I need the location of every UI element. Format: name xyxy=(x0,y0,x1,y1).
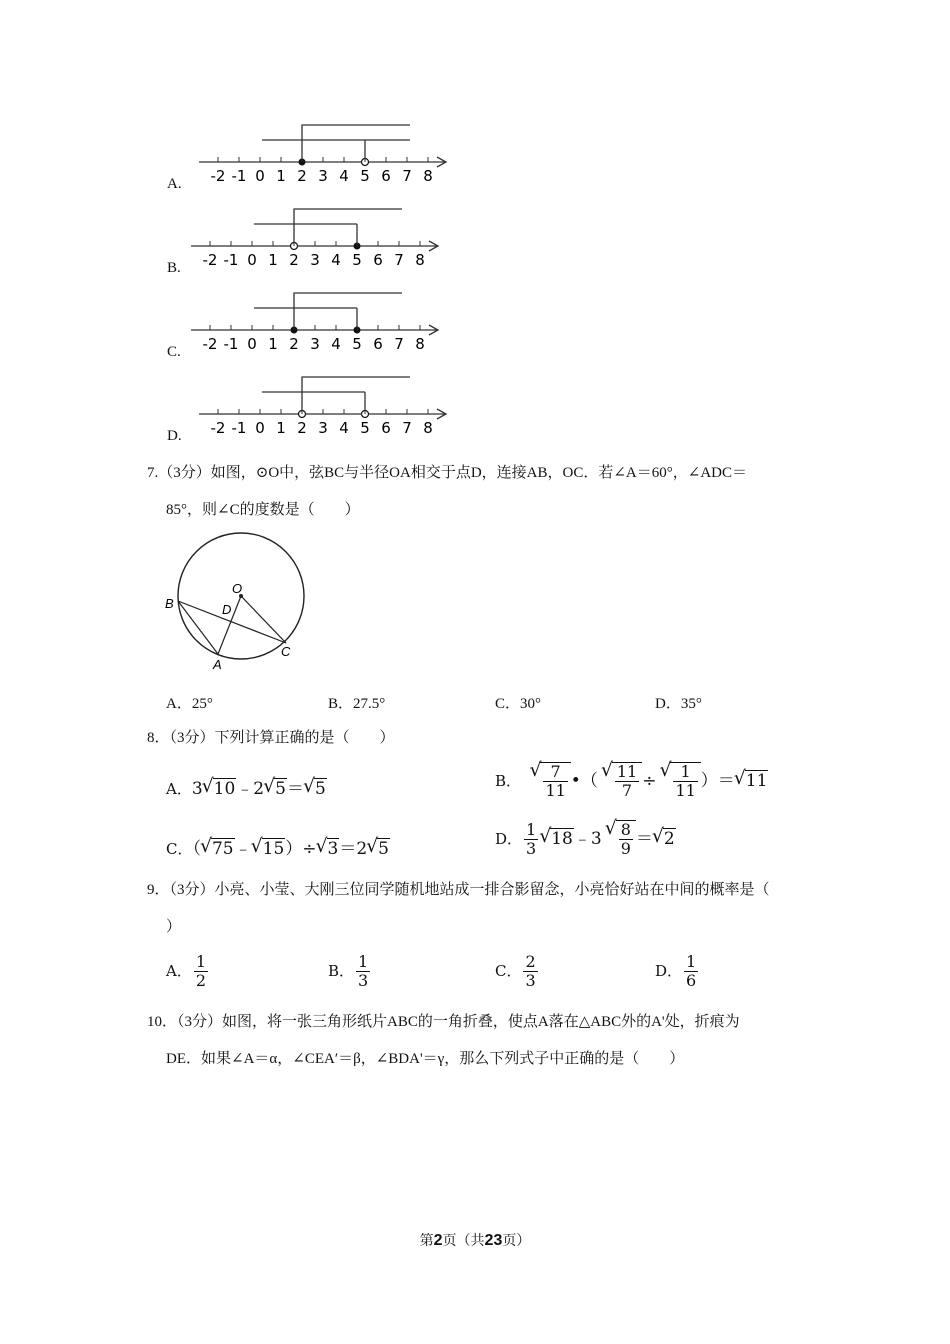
tick-label: 5 xyxy=(360,167,370,185)
q10-line-1: 10．（3分）如图，将一张三角形纸片ABC的一角折叠，使点A落在△ABC外的A'处，折痕为 xyxy=(147,1014,740,1030)
page-total: 23 xyxy=(484,1232,503,1249)
q9-option-c: C． $\frac{2}{3}$ xyxy=(495,952,536,990)
tick-label: -2 xyxy=(202,335,218,353)
q9-option-d: D． $\frac{1}{6}$ xyxy=(655,952,697,990)
tick-label: 4 xyxy=(331,251,341,269)
tick-label: 3 xyxy=(310,251,320,269)
q8-option-a: A．3√ 10﹣2√ 5＝√ 5 xyxy=(166,774,327,799)
q7-option-b: B．27.5° xyxy=(328,696,386,712)
number-line-a xyxy=(195,118,455,188)
q8-option-c: C．（√ 75﹣√ 15）÷√ 3＝2√ 5 xyxy=(166,834,390,859)
tick-label: -2 xyxy=(210,419,226,437)
q7-option-d: D．35° xyxy=(655,696,702,712)
tick-label: 2 xyxy=(297,167,307,185)
tick-label: 4 xyxy=(331,335,341,353)
label-a: A xyxy=(213,657,222,672)
tick-label: 8 xyxy=(423,167,433,185)
tick-label: -1 xyxy=(223,335,239,353)
q7-line-1 xyxy=(147,463,747,483)
tick-label: 1 xyxy=(268,251,278,269)
question-number: 7. xyxy=(147,465,159,481)
tick-label: -1 xyxy=(231,167,247,185)
tick-label: 6 xyxy=(381,419,391,437)
tick-label: 6 xyxy=(373,251,383,269)
q8-stem-line: 8．（3分）下列计算正确的是（ ） xyxy=(147,730,395,746)
tick-label: 5 xyxy=(352,335,362,353)
option-label: B. xyxy=(167,260,181,276)
tick-label: 2 xyxy=(297,419,307,437)
tick-label: 3 xyxy=(310,335,320,353)
tick-label: 8 xyxy=(423,419,433,437)
page-number: 2 xyxy=(433,1232,443,1249)
label-c: C xyxy=(281,644,291,659)
number-line-c xyxy=(187,286,447,356)
q8-option-d: D． $\frac{1}{3}$ √ 18﹣3 √ $\frac{8}{9}$ ＝√ 2 xyxy=(495,820,676,858)
q8-option-b: B． √ $\frac{7}{11}$ •（ √ $\frac{11}{7}$ ÷ √ $\frac{1}{11}$ ）＝√ 11 xyxy=(495,762,768,800)
tick-label: 0 xyxy=(255,167,265,185)
tick-label: 8 xyxy=(415,335,425,353)
tick-label: -2 xyxy=(202,251,218,269)
tick-label: 2 xyxy=(289,251,299,269)
question-score: （3分） xyxy=(158,465,211,481)
tick-label: 7 xyxy=(402,419,412,437)
tick-label: 4 xyxy=(339,419,349,437)
tick-label: 8 xyxy=(415,251,425,269)
tick-label: 1 xyxy=(276,167,286,185)
tick-label: -1 xyxy=(223,251,239,269)
circle-figure xyxy=(160,525,320,675)
tick-label: 4 xyxy=(339,167,349,185)
option-label: D. xyxy=(167,428,182,444)
tick-label: 0 xyxy=(247,335,257,353)
q10-line-2: DE．如果∠A＝α，∠CEA′＝β，∠BDA'＝γ，那么下列式子中正确的是（ ） xyxy=(166,1051,685,1067)
q9-stem-line: 9．（3分）小亮、小莹、大刚三位同学随机地站成一排合影留念，小亮恰好站在中间的概率是（ xyxy=(147,882,770,898)
tick-label: 0 xyxy=(255,419,265,437)
q7-line-2: 85°，则∠C的度数是（ ） xyxy=(166,502,360,518)
page-footer: 第2页（共23页） xyxy=(419,1232,531,1249)
q9-option-b: B． $\frac{1}{3}$ xyxy=(328,952,369,990)
option-label: A. xyxy=(167,176,182,192)
q9-stem-line-2: ） xyxy=(166,919,182,935)
q7-option-a: A．25° xyxy=(166,696,213,712)
q9-option-a: A． $\frac{1}{2}$ xyxy=(166,952,207,990)
number-line-d xyxy=(195,370,455,440)
tick-label: 3 xyxy=(318,419,328,437)
label-b: B xyxy=(165,596,174,611)
number-line-b xyxy=(187,202,447,272)
tick-label: 5 xyxy=(360,419,370,437)
question-stem: 如图，⊙O中，弦BC与半径OA相交于点D，连接AB，OC．若∠A＝60°，∠ADC＝ xyxy=(210,465,747,481)
tick-label: 6 xyxy=(373,335,383,353)
tick-label: 1 xyxy=(268,335,278,353)
tick-label: 5 xyxy=(352,251,362,269)
label-o: O xyxy=(232,581,243,596)
tick-label: 6 xyxy=(381,167,391,185)
tick-label: 1 xyxy=(276,419,286,437)
tick-label: -2 xyxy=(210,167,226,185)
option-label: C. xyxy=(167,344,181,360)
tick-label: -1 xyxy=(231,419,247,437)
tick-label: 3 xyxy=(318,167,328,185)
q7-option-c: C．30° xyxy=(495,696,542,712)
tick-label: 0 xyxy=(247,251,257,269)
tick-label: 2 xyxy=(289,335,299,353)
label-d: D xyxy=(222,602,232,617)
tick-label: 7 xyxy=(394,335,404,353)
tick-label: 7 xyxy=(402,167,412,185)
tick-label: 7 xyxy=(394,251,404,269)
